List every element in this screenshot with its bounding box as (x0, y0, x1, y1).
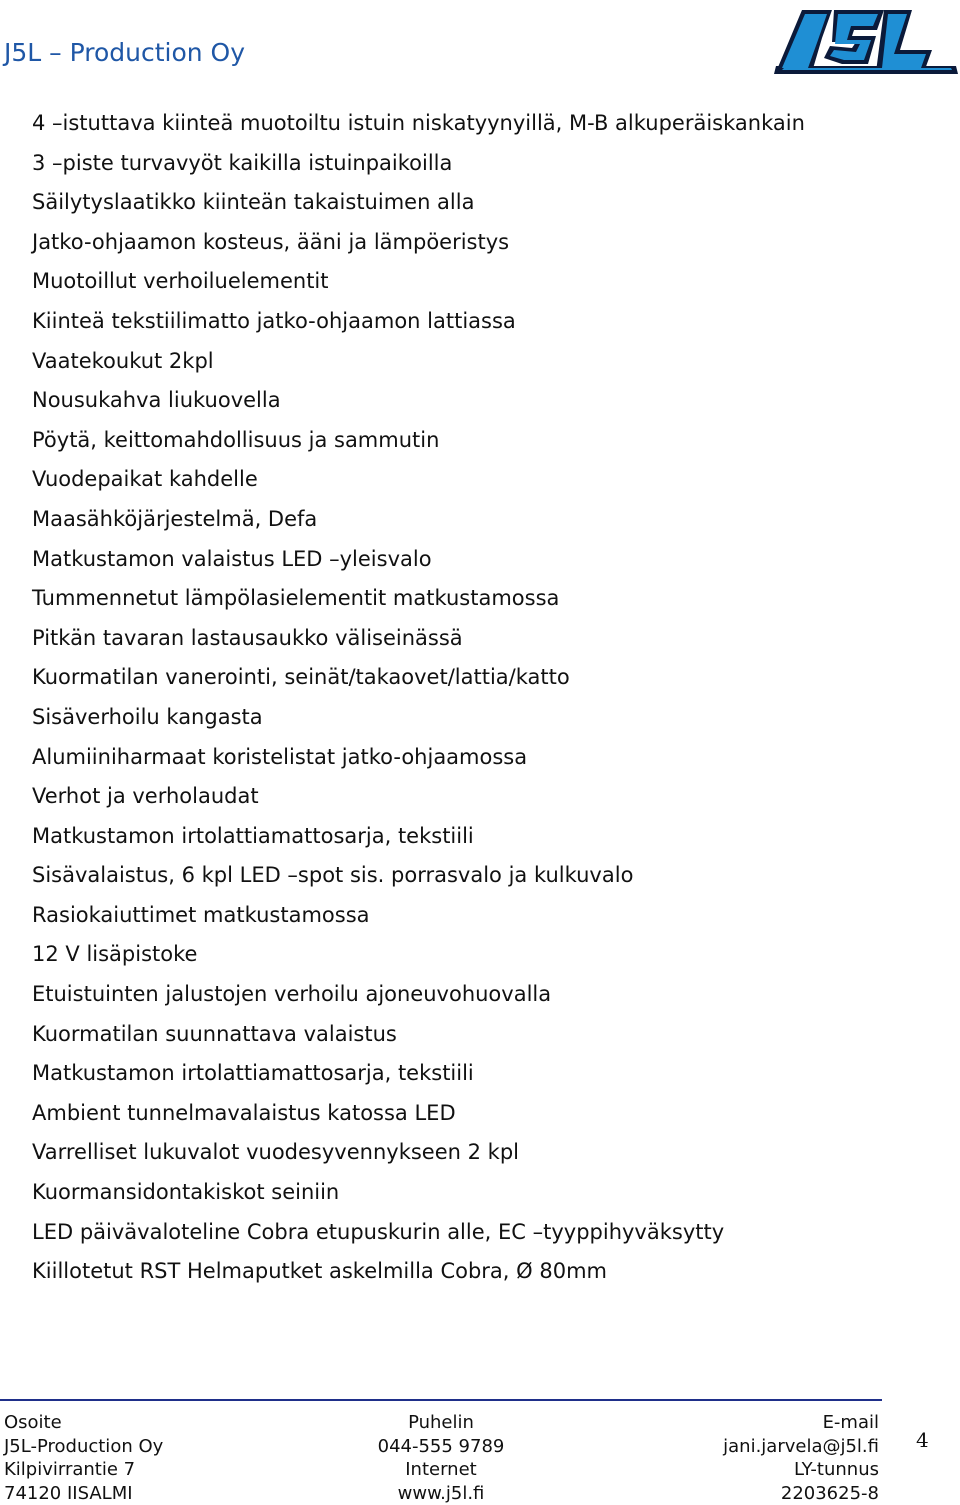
feature-item: LED päivävaloteline Cobra etupuskurin alle, EC –tyyppihyväksytty (32, 1219, 725, 1244)
feature-item: Kuormatilan vanerointi, seinät/takaovet/lattia/katto (32, 665, 570, 690)
feature-item: Rasiokaiuttimet matkustamossa (32, 902, 370, 927)
feature-item: Kuormatilan suunnattava valaistus (32, 1021, 397, 1046)
feature-item: Pöytä, keittomahdollisuus ja sammutin (32, 427, 440, 452)
footer-email-column (723, 1411, 879, 1505)
feature-item: Sisäverhoilu kangasta (32, 704, 263, 729)
footer-contact-column (341, 1411, 541, 1505)
feature-item: Matkustamon irtolattiamattosarja, tekstiili (32, 1061, 474, 1086)
feature-item: 4 –istuttava kiinteä muotoiltu istuin niskatyynyillä, M-B alkuperäiskankain (32, 111, 805, 135)
footer-business-id-heading: LY-tunnus (793, 1459, 879, 1480)
footer-internet-heading: Internet (405, 1459, 477, 1480)
feature-item: Vaatekoukut 2kpl (32, 348, 214, 373)
feature-item: Etuistuinten jalustojen verhoilu ajoneuvohuovalla (32, 982, 552, 1007)
page-number: 4 (916, 1428, 929, 1452)
footer-email-heading: E-mail (822, 1412, 879, 1433)
feature-item: Varrelliset lukuvalot vuodesyvennykseen 2 kpl (32, 1140, 519, 1165)
feature-item: 12 V lisäpistoke (32, 942, 198, 967)
feature-item: Verhot ja verholaudat (32, 784, 259, 809)
feature-item: 3 –piste turvavyöt kaikilla istuinpaikoilla (32, 150, 453, 175)
j5l-logo (772, 2, 960, 78)
footer-address-column (4, 1411, 163, 1505)
footer-address-heading: Osoite (4, 1412, 62, 1433)
feature-item: Ambient tunnelmavalaistus katossa LED (32, 1100, 456, 1125)
feature-item: Kiillotetut RST Helmaputket askelmilla Cobra, Ø 80mm (32, 1259, 607, 1284)
feature-item: Kiinteä tekstiilimatto jatko-ohjaamon lattiassa (32, 308, 516, 333)
feature-item: Säilytyslaatikko kiinteän takaistuimen alla (32, 190, 475, 215)
feature-item: Sisävalaistus, 6 kpl LED –spot sis. porrasvalo ja kulkuvalo (32, 863, 634, 888)
feature-item: Matkustamon valaistus LED –yleisvalo (32, 546, 432, 571)
footer-phone-heading: Puhelin (408, 1412, 474, 1433)
feature-item: Nousukahva liukuovella (32, 388, 281, 413)
footer-business-id: 2203625-8 (780, 1482, 879, 1504)
footer-phone-number: 044-555 9789 (377, 1435, 505, 1457)
footer-website-link[interactable]: www.j5l.fi (397, 1482, 485, 1504)
document-header-title: J5L – Production Oy (4, 38, 246, 67)
footer-divider (0, 1399, 882, 1401)
footer-email-link[interactable]: jani.jarvela@j5l.fi (723, 1435, 879, 1457)
feature-item: Kuormansidontakiskot seiniin (32, 1180, 340, 1205)
feature-item: Muotoillut verhoiluelementit (32, 269, 329, 294)
footer-street: Kilpivirrantie 7 (4, 1459, 136, 1480)
feature-item: Jatko-ohjaamon kosteus, ääni ja lämpöeristys (32, 229, 510, 254)
feature-item: Maasähköjärjestelmä, Defa (32, 506, 318, 531)
footer-company-name: J5L-Production Oy (4, 1435, 164, 1457)
feature-item: Alumiiniharmaat koristelistat jatko-ohjaamossa (32, 744, 528, 769)
feature-item: Matkustamon irtolattiamattosarja, tekstiili (32, 823, 474, 848)
footer-postal-city: 74120 IISALMI (4, 1482, 133, 1504)
feature-item: Vuodepaikat kahdelle (32, 467, 258, 492)
feature-item: Pitkän tavaran lastausaukko väliseinässä (32, 625, 463, 650)
feature-list (32, 104, 805, 1292)
feature-item: Tummennetut lämpölasielementit matkustamossa (32, 586, 560, 611)
